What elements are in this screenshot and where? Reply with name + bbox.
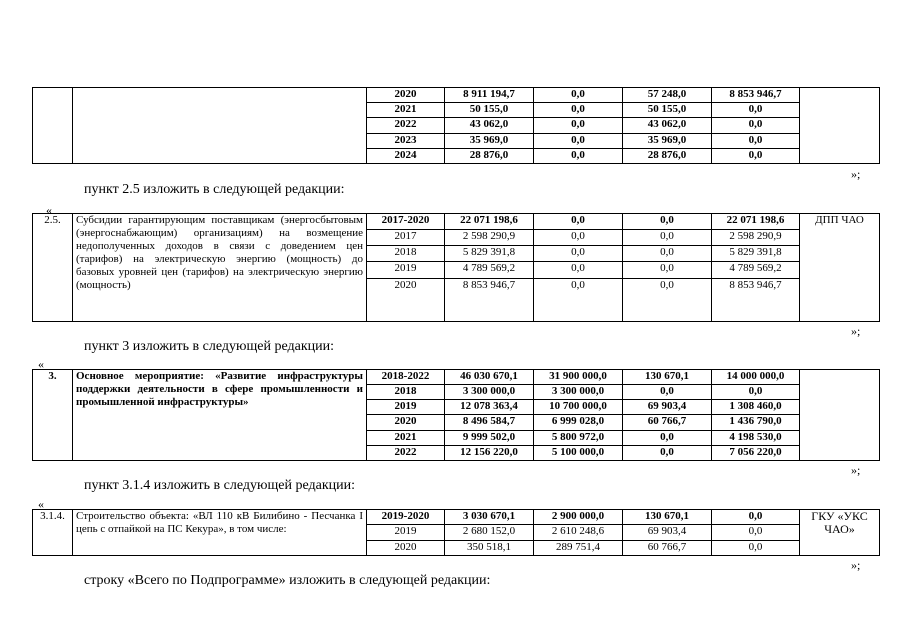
- year-cell: 2019: [367, 525, 445, 540]
- value-cell: 0,0: [534, 278, 623, 321]
- year-cell: 2019: [367, 400, 445, 415]
- value-cell: 22 071 198,6: [712, 214, 800, 230]
- value-cell: 28 876,0: [623, 148, 712, 163]
- value-cell: 0,0: [712, 103, 800, 118]
- value-cell: 0,0: [623, 262, 712, 278]
- value-cell: 57 248,0: [623, 88, 712, 103]
- value-cell: 1 436 790,0: [712, 415, 800, 430]
- value-cell: 31 900 000,0: [534, 370, 623, 385]
- value-cell: 0,0: [712, 540, 800, 555]
- year-cell: 2020: [367, 415, 445, 430]
- value-cell: 8 853 946,7: [712, 278, 800, 321]
- year-cell: 2020: [367, 88, 445, 103]
- value-cell: 12 156 220,0: [445, 445, 534, 460]
- closing-quote: »;: [851, 558, 861, 572]
- item-number: 3.: [33, 370, 73, 461]
- value-cell: 50 155,0: [623, 103, 712, 118]
- table-3-1-4: [32, 509, 880, 556]
- table-row: [33, 510, 880, 525]
- value-cell: 289 751,4: [534, 540, 623, 555]
- executor-cell: ДПП ЧАО: [800, 214, 880, 322]
- year-cell: 2020: [367, 540, 445, 555]
- value-cell: 5 829 391,8: [712, 246, 800, 262]
- desc-cell: [73, 88, 367, 164]
- item-number: 3.1.4.: [33, 510, 73, 556]
- year-cell: 2021: [367, 430, 445, 445]
- value-cell: 0,0: [712, 133, 800, 148]
- item-description: Основное мероприятие: «Развитие инфраструктуры поддержки деятельности в сфере промышленности и промышленной инфраструктуры»: [73, 370, 367, 461]
- table-2-5: [32, 213, 880, 322]
- closing-quote: »;: [851, 167, 861, 181]
- year-cell: 2018: [367, 385, 445, 400]
- value-cell: 69 903,4: [623, 400, 712, 415]
- value-cell: 0,0: [712, 525, 800, 540]
- value-cell: 350 518,1: [445, 540, 534, 555]
- value-cell: 22 071 198,6: [445, 214, 534, 230]
- value-cell: 60 766,7: [623, 540, 712, 555]
- value-cell: 0,0: [623, 445, 712, 460]
- value-cell: 0,0: [623, 430, 712, 445]
- executor-cell: [800, 370, 880, 461]
- year-cell: 2022: [367, 445, 445, 460]
- value-cell: 4 198 530,0: [712, 430, 800, 445]
- value-cell: 2 598 290,9: [712, 230, 800, 246]
- value-cell: 0,0: [712, 510, 800, 525]
- table-row: [33, 214, 880, 230]
- year-cell: 2019: [367, 262, 445, 278]
- value-cell: 0,0: [623, 385, 712, 400]
- value-cell: 69 903,4: [623, 525, 712, 540]
- value-cell: 2 680 152,0: [445, 525, 534, 540]
- value-cell: 130 670,1: [623, 510, 712, 525]
- year-cell: 2018-2022: [367, 370, 445, 385]
- value-cell: 5 829 391,8: [445, 246, 534, 262]
- value-cell: 0,0: [534, 246, 623, 262]
- value-cell: 2 900 000,0: [534, 510, 623, 525]
- table-row: [33, 88, 880, 103]
- value-cell: 0,0: [623, 246, 712, 262]
- item-description: Строительство объекта: «ВЛ 110 кВ Билибино - Песчанка I цепь с отпайкой на ПС Кекура», в том числе:: [73, 510, 367, 556]
- table-row: [33, 370, 880, 385]
- value-cell: 2 610 248,6: [534, 525, 623, 540]
- value-cell: 0,0: [623, 230, 712, 246]
- value-cell: 0,0: [712, 148, 800, 163]
- value-cell: 0,0: [712, 118, 800, 133]
- instruction-para-total: строку «Всего по Подпрограмме» изложить в следующей редакции:: [84, 573, 491, 588]
- value-cell: 8 853 946,7: [445, 278, 534, 321]
- value-cell: 1 308 460,0: [712, 400, 800, 415]
- year-cell: 2017-2020: [367, 214, 445, 230]
- value-cell: 0,0: [623, 278, 712, 321]
- year-cell: 2024: [367, 148, 445, 163]
- value-cell: 14 000 000,0: [712, 370, 800, 385]
- value-cell: 130 670,1: [623, 370, 712, 385]
- executor-cell: ГКУ «УКС ЧАО»: [800, 510, 880, 556]
- opening-quote: «: [46, 203, 52, 217]
- value-cell: 28 876,0: [445, 148, 534, 163]
- value-cell: 8 911 194,7: [445, 88, 534, 103]
- value-cell: 2 598 290,9: [445, 230, 534, 246]
- value-cell: 3 300 000,0: [445, 385, 534, 400]
- value-cell: 0,0: [534, 103, 623, 118]
- year-cell: 2022: [367, 118, 445, 133]
- value-cell: 0,0: [534, 148, 623, 163]
- instruction-para-3-1-4: пункт 3.1.4 изложить в следующей редакции:: [84, 478, 355, 493]
- value-cell: 0,0: [534, 133, 623, 148]
- value-cell: 0,0: [534, 262, 623, 278]
- year-cell: 2023: [367, 133, 445, 148]
- value-cell: 0,0: [712, 385, 800, 400]
- value-cell: 35 969,0: [445, 133, 534, 148]
- year-cell: 2019-2020: [367, 510, 445, 525]
- value-cell: 10 700 000,0: [534, 400, 623, 415]
- value-cell: 8 853 946,7: [712, 88, 800, 103]
- year-cell: 2021: [367, 103, 445, 118]
- instruction-para-2-5: пункт 2.5 изложить в следующей редакции:: [84, 182, 345, 197]
- top-table: [32, 87, 880, 164]
- table-3: [32, 369, 880, 461]
- executor-cell: [800, 88, 880, 164]
- value-cell: 3 030 670,1: [445, 510, 534, 525]
- year-cell: 2017: [367, 230, 445, 246]
- value-cell: 9 999 502,0: [445, 430, 534, 445]
- value-cell: 43 062,0: [445, 118, 534, 133]
- value-cell: 4 789 569,2: [445, 262, 534, 278]
- item-description: Субсидии гарантирующим поставщикам (энергосбытовым (энергоснабжающим) организациям) на возмещение недополученных доходов в связи с доведением цен (тарифов) на электрическую энергию (мощность) до базовых уровней цен (тарифов) на электрическую энергию (мощность): [73, 214, 367, 322]
- value-cell: 6 999 028,0: [534, 415, 623, 430]
- opening-quote: «: [38, 357, 44, 371]
- value-cell: 3 300 000,0: [534, 385, 623, 400]
- value-cell: 46 030 670,1: [445, 370, 534, 385]
- value-cell: 0,0: [534, 230, 623, 246]
- item-number: 2.5.: [33, 214, 73, 322]
- value-cell: 35 969,0: [623, 133, 712, 148]
- closing-quote: »;: [851, 463, 861, 477]
- year-cell: 2018: [367, 246, 445, 262]
- value-cell: 4 789 569,2: [712, 262, 800, 278]
- opening-quote: «: [38, 497, 44, 511]
- value-cell: 7 056 220,0: [712, 445, 800, 460]
- closing-quote: »;: [851, 324, 861, 338]
- value-cell: 8 496 584,7: [445, 415, 534, 430]
- value-cell: 0,0: [534, 214, 623, 230]
- instruction-para-3: пункт 3 изложить в следующей редакции:: [84, 339, 334, 354]
- value-cell: 43 062,0: [623, 118, 712, 133]
- year-cell: 2020: [367, 278, 445, 321]
- value-cell: 0,0: [623, 214, 712, 230]
- value-cell: 5 800 972,0: [534, 430, 623, 445]
- value-cell: 0,0: [534, 118, 623, 133]
- value-cell: 0,0: [534, 88, 623, 103]
- value-cell: 5 100 000,0: [534, 445, 623, 460]
- num-cell: [33, 88, 73, 164]
- value-cell: 12 078 363,4: [445, 400, 534, 415]
- value-cell: 60 766,7: [623, 415, 712, 430]
- value-cell: 50 155,0: [445, 103, 534, 118]
